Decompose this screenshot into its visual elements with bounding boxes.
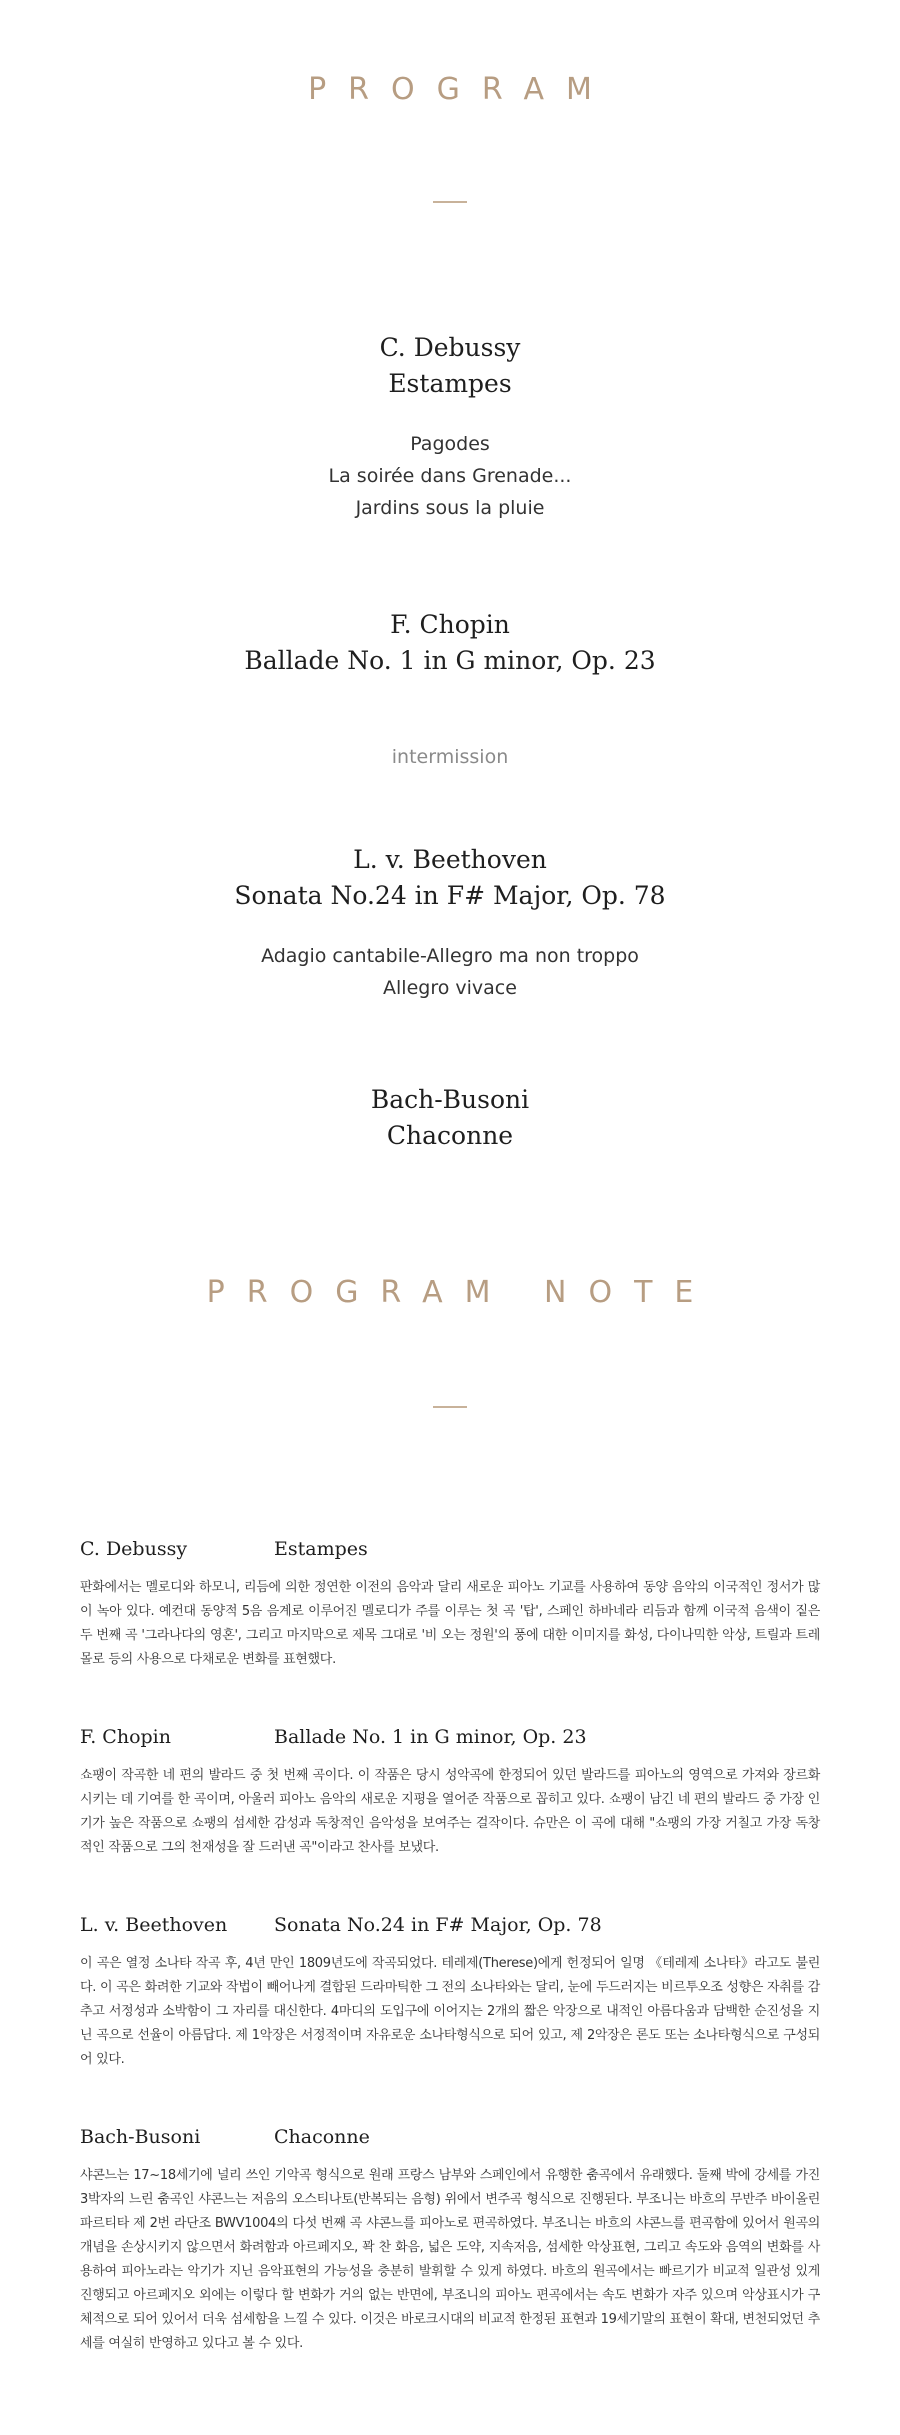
piece-composer: L. v. Beethoven: [353, 845, 547, 874]
intermission-label: intermission: [391, 746, 509, 768]
piece-movement: Pagodes: [410, 433, 490, 455]
note-chopin: [80, 1726, 820, 1860]
note-work: Estampes: [274, 1538, 368, 1560]
note-bach-busoni: [80, 2126, 820, 2356]
piece-movement: La soirée dans Grenade...: [328, 465, 572, 487]
program-heading: PROGRAM: [308, 72, 614, 107]
note-composer: L. v. Beethoven: [80, 1914, 228, 1936]
note-text: 판화에서는 멜로디와 하모니, 리듬에 의한 정연한 이전의 음악과 달리 새로운 피아노 기교를 사용하여 동양 음악의 이국적인 정서가 많이 녹아 있다. 예컨대 동양적 5음 음계로 이루어진 멜로디가 주를 이루는 첫 곡 '탑', 스페인 하바네라 리듬과 함께 이국적 음색이 짙은 두 번째 곡 '그라나다의 영혼', 그리고 마지막으로 제목 그대로 '비 오는 정원'의 풍에 대한 이미지를 화성, 다이나믹한 악상, 트릴과 트레몰로 등의 사용으로 다채로운 변화를 표현했다.: [80, 1580, 820, 1667]
note-composer: C. Debussy: [80, 1538, 188, 1560]
piece-movement: Adagio cantabile-Allegro ma non troppo: [261, 945, 639, 967]
program-piece-debussy: [0, 330, 900, 524]
note-text: 샤콘느는 17~18세기에 널리 쓰인 기악곡 형식으로 원래 프랑스 남부와 스페인에서 유행한 춤곡에서 유래했다. 둘째 박에 강세를 가진 3박자의 느린 춤곡인 샤콘느는 저음의 오스티나토(반복되는 음형) 위에서 변주곡 형식으로 진행된다. 부조니는 바흐의 무반주 바이올린 파르티타 제 2번 라단조 BWV1004의 다섯 번째 곡 샤콘느를 피아노로 편곡하였다. 부조니는 바흐의 샤콘느를 편곡함에 있어서 원곡의 개념을 손상시키지 않으면서 화려함과 아르페지오, 꽉 찬 화음, 넓은 도약, 지속저음, 섬세한 악상표현, 그리고 속도와 음역의 변화를 사용하여 피아노라는 악기가 지닌 음악표현의 가능성을 충분히 발휘할 수 있게 하였다. 바흐의 원곡에서는 빠르기가 비교적 일관성 있게 진행되고 아르페지오 외에는 이렇다 할 변화가 거의 없는 반면에, 부조니의 피아노 편곡에서는 속도 변화가 자주 있으며 악상표시가 구체적으로 되어 있어서 더욱 섬세함을 느낄 수 있다. 이것은 바로크시대의 비교적 한정된 표현과 19세기말의 표현이 확대, 변천되었던 추세를 여실히 반영하고 있다고 볼 수 있다.: [80, 2168, 820, 2351]
note-composer: Bach-Busoni: [80, 2126, 201, 2148]
piece-work: Estampes: [388, 369, 512, 398]
program-note-heading: PROGRAM NOTE: [206, 1275, 716, 1310]
piece-movement: Jardins sous la pluie: [355, 497, 545, 519]
piece-composer: F. Chopin: [390, 610, 510, 639]
program-piece-chopin: [0, 607, 900, 679]
note-work: Sonata No.24 in F# Major, Op. 78: [274, 1914, 602, 1936]
piece-work: Sonata No.24 in F# Major, Op. 78: [234, 881, 666, 910]
program-piece-beethoven: [0, 842, 900, 1004]
note-composer: F. Chopin: [80, 1726, 171, 1748]
piece-composer: C. Debussy: [379, 333, 521, 362]
program-note-divider: [433, 1406, 467, 1408]
piece-movement: Allegro vivace: [383, 977, 517, 999]
note-text: 이 곡은 열정 소나타 작곡 후, 4년 만인 1809년도에 작곡되었다. 테레제(Therese)에게 헌정되어 일명 《테레제 소나타》라고도 불린다. 이 곡은 화려한 기교와 작법이 빼어나게 결합된 드라마틱한 그 전의 소나타와는 달리, 눈에 두드러지는 비르투오조 성향은 자취를 감추고 서정성과 소박함이 그 자리를 대신한다. 4마디의 도입구에 이어지는 2개의 짧은 악장으로 내적인 아름다움과 담백한 순진성을 지닌 곡으로 선율이 아름답다. 제 1악장은 서정적이며 자유로운 소나타형식으로 되어 있고, 제 2악장은 론도 또는 소나타형식으로 구성되어 있다.: [80, 1956, 820, 2067]
piece-work: Ballade No. 1 in G minor, Op. 23: [244, 646, 656, 675]
note-text: 쇼팽이 작곡한 네 편의 발라드 중 첫 번째 곡이다. 이 작품은 당시 성악곡에 한정되어 있던 발라드를 피아노의 영역으로 가져와 장르화 시키는 데 기여를 한 곡이며, 아울러 피아노 음악의 새로운 지평을 열어준 작품으로 꼽히고 있다. 쇼팽이 남긴 네 편의 발라드 중 가장 인기가 높은 작품으로 쇼팽의 섬세한 감성과 독창적인 음악성을 보여주는 걸작이다. 슈만은 이 곡에 대해 "쇼팽의 가장 거칠고 가장 독창적인 작품으로 그의 천재성을 잘 드러낸 곡"이라고 찬사를 보냈다.: [80, 1768, 820, 1855]
note-work: Ballade No. 1 in G minor, Op. 23: [274, 1726, 587, 1748]
piece-composer: Bach-Busoni: [370, 1085, 530, 1114]
program-piece-bach-busoni: [0, 1082, 900, 1154]
piece-work: Chaconne: [386, 1121, 514, 1150]
note-beethoven: [80, 1914, 820, 2072]
note-work: Chaconne: [274, 2126, 370, 2148]
program-divider: [433, 201, 467, 203]
note-debussy: [80, 1538, 820, 1672]
